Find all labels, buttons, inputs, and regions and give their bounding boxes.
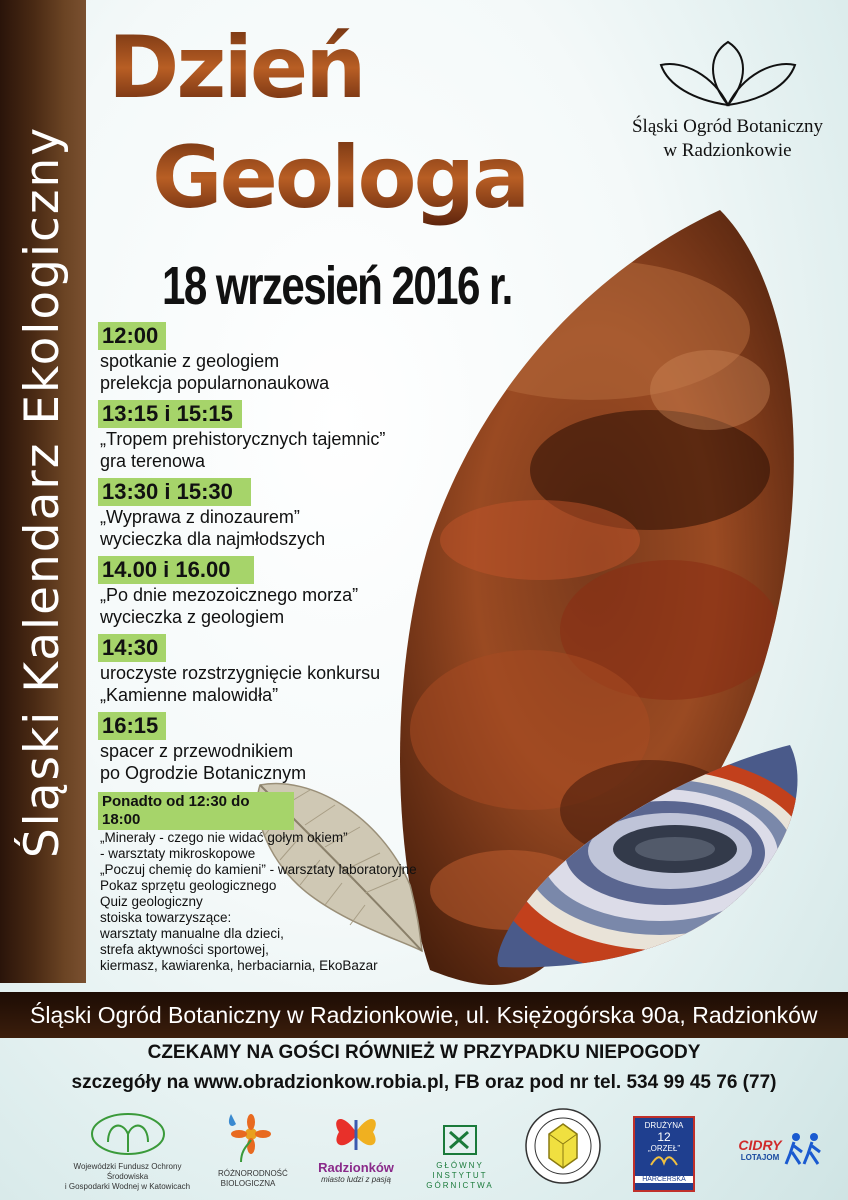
scout-bottom: HARCERSKA <box>635 1176 693 1183</box>
event-line: po Ogrodzie Botanicznym <box>100 763 307 783</box>
butterfly-icon <box>331 1110 381 1155</box>
event-line: prelekcja popularnonaukowa <box>100 373 330 393</box>
event-time: 14:30 <box>98 634 166 662</box>
runners-icon <box>784 1132 826 1166</box>
weather-notice: CZEKAMY NA GOŚCI RÓWNIEŻ W PRZYPADKU NIEPOGODY <box>147 1042 701 1063</box>
contact-info: szczegóły na www.obradzionkow.robia.pl, FB oraz pod nr tel. 534 99 45 76 (77) <box>71 1072 777 1093</box>
garden-logo-line-1: Śląski Ogród Botaniczny <box>631 116 824 137</box>
mining-hammers-icon <box>442 1124 478 1156</box>
extra-line: „Poczuj chemię do kamieni” - warsztaty laboratoryjne <box>100 862 417 877</box>
event-time: 12:00 <box>98 322 166 350</box>
mineral-society-logo <box>522 1106 604 1191</box>
title-line-1: Dzień <box>108 18 364 118</box>
event-line: wycieczka z geologiem <box>100 607 285 627</box>
extra-line: - warsztaty mikroskopowe <box>100 846 256 861</box>
cidry-sub: LOTAJOM <box>740 1152 780 1162</box>
extra-line: kiermasz, kawiarenka, herbaciarnia, EkoBazar <box>100 958 378 973</box>
pig-line-3: GÓRNICTWA <box>426 1181 494 1190</box>
scout-top: DRUŻYNA <box>644 1121 684 1130</box>
pig-line-1: GŁÓWNY <box>436 1161 484 1170</box>
extra-header: Ponadto od 12:30 do 18:00 <box>98 792 294 830</box>
event-time: 14.00 i 16.00 <box>98 556 254 584</box>
crystal-seal-icon <box>523 1106 603 1186</box>
sponsor-logos <box>0 1102 848 1200</box>
radzionkow-name: Radzionków <box>318 1160 394 1175</box>
additional-attractions <box>98 792 458 974</box>
event-line: spacer z przewodnikiem <box>100 741 294 761</box>
side-bar <box>0 0 86 983</box>
event-time: 13:30 i 15:30 <box>98 478 251 506</box>
address-bar <box>0 992 848 1038</box>
wfos-line-2: i Gospodarki Wodnej w Katowicach <box>64 1182 191 1191</box>
radzionkow-logo <box>316 1110 396 1185</box>
event-line: „Wyprawa z dinozaurem” <box>100 507 300 527</box>
garden-logo <box>630 40 825 163</box>
event-schedule <box>98 322 438 790</box>
biodiversity-logo <box>218 1104 288 1189</box>
scout-number: 12 <box>657 1130 671 1144</box>
address-text: Śląski Ogród Botaniczny w Radzionkowie, ul. Księżogórska 90a, Radzionków <box>30 1002 818 1028</box>
agate-leaf-image <box>490 745 830 970</box>
biodiversity-text: RÓŻNORODNOŚĆ BIOLOGICZNA <box>218 1169 288 1188</box>
event-line: wycieczka dla najmłodszych <box>100 529 326 549</box>
leaves-logo-icon <box>653 40 803 110</box>
scout-team-logo <box>633 1116 695 1192</box>
event-line: uroczyste rozstrzygnięcie konkursu <box>100 663 381 683</box>
cidry-name: CIDRY <box>738 1136 782 1153</box>
extra-line: Quiz geologiczny <box>100 894 203 909</box>
event-line: „Tropem prehistorycznych tajemnic” <box>100 429 386 449</box>
event-line: gra terenowa <box>100 451 206 471</box>
event-item <box>98 322 438 394</box>
event-item <box>98 556 438 628</box>
mining-institute-logo <box>425 1124 495 1191</box>
radzionkow-tagline: miasto ludzi z pasją <box>321 1175 391 1184</box>
garden-logo-line-2: w Radzionkowie <box>663 140 792 161</box>
extra-line: „Minerały - czego nie widać gołym okiem” <box>100 830 348 845</box>
event-date: 18 wrzesień 2016 r. <box>162 256 512 316</box>
title-line-2: Geologa <box>152 128 528 228</box>
event-time: 13:15 i 15:15 <box>98 400 242 428</box>
wfos-line-1: Wojewódzki Fundusz Ochrony Środowiska <box>73 1162 182 1181</box>
event-item <box>98 478 438 550</box>
wfos-logo <box>60 1112 195 1192</box>
event-time: 16:15 <box>98 712 166 740</box>
pig-line-2: INSTYTUT <box>432 1171 488 1180</box>
wfos-leaves-icon <box>88 1112 168 1157</box>
scout-eagle-icon <box>649 1153 679 1171</box>
event-line: „Kamienne malowidła” <box>100 685 279 705</box>
event-item <box>98 712 438 784</box>
extra-line: Pokaz sprzętu geologicznego <box>100 878 277 893</box>
extra-line: stoiska towarzyszące: <box>100 910 232 925</box>
flower-icon <box>221 1104 276 1164</box>
event-line: spotkanie z geologiem <box>100 351 280 371</box>
extra-line: strefa aktywności sportowej, <box>100 942 269 957</box>
scout-name: „ORZEŁ” <box>648 1144 680 1153</box>
event-item <box>98 400 438 472</box>
event-line: „Po dnie mezozoicznego morza” <box>100 585 359 605</box>
event-item <box>98 634 438 706</box>
side-title: Śląski Kalendarz Ekologiczny <box>15 125 70 859</box>
cidry-logo <box>732 1132 832 1166</box>
extra-line: warsztaty manualne dla dzieci, <box>100 926 284 941</box>
